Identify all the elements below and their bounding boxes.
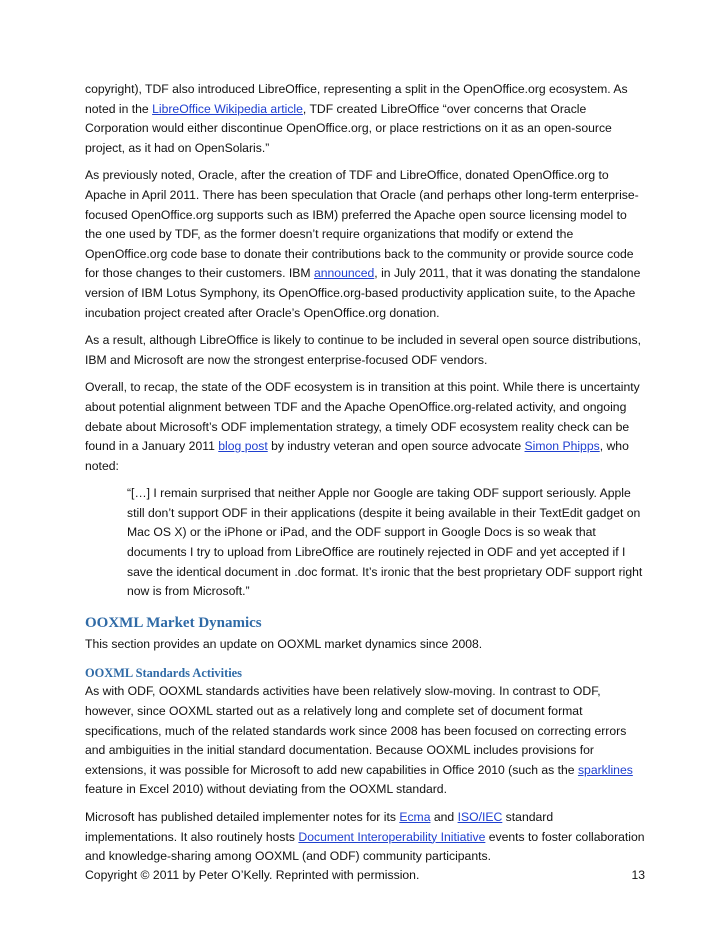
text: Overall, to recap, the state of the ODF ecosystem is in transition at this point. While there is uncertainty about potential alignment between TDF and the Apache OpenOffice.org-related activity, and ongoing debate about Microsoft’s ODF implementation strategy, a timely ODF ecosystem reality check can be found in a January 2011: [85, 380, 640, 454]
text: Microsoft has published detailed implementer notes for its: [85, 810, 400, 824]
document-interoperability-initiative-link[interactable]: Document Interoperability Initiative: [298, 829, 486, 844]
text: standard implementations. It also routinely hosts: [85, 810, 554, 844]
text: , in July 2011, that it was donating the standalone version of IBM Lotus Symphony, its OpenOffice.org-based productivity application suite, to the Apache incubation project created after Oracle’s OpenOffice.org donation.: [85, 266, 641, 320]
paragraph-standards: [85, 682, 645, 800]
paragraph-oracle-apache: [85, 166, 645, 323]
simon-phipps-link[interactable]: Simon Phipps: [524, 439, 600, 454]
footer-copyright: Copyright © 2011 by Peter O’Kelly. Reprinted with permission.: [85, 868, 420, 882]
text: feature in Excel 2010) without deviating from the OOXML standard.: [85, 782, 447, 797]
sparklines-link[interactable]: sparklines: [577, 762, 633, 777]
text: , who noted:: [85, 439, 629, 473]
paragraph-libreoffice-intro: [85, 80, 645, 158]
announced-link[interactable]: announced: [313, 266, 375, 281]
paragraph-recap: [85, 378, 645, 476]
text: As with ODF, OOXML standards activities have been relatively slow-moving. In contrast to ODF, however, since OOXML started out as a relatively long and complete set of document format specifications, much of the related standards work since 2008 has been focused on correcting errors and ambiguities in the initial standard documentation. Because OOXML includes provisions for extensions, it was possible for Microsoft to add new capabilities in Office 2010 (such as the: [85, 684, 627, 777]
text: by industry veteran and open source advocate: [267, 439, 525, 454]
text: events to foster collaboration and knowledge-sharing among OOXML (and ODF) community participants.: [85, 829, 645, 864]
text: As previously noted, Oracle, after the creation of TDF and LibreOffice, donated OpenOffice.org to Apache in April 2011. There has been speculation that Oracle (and perhaps other long-term enterprise-focused OpenOffice.org supports such as IBM) preferred the Apache open source licensing model to the one used by TDF, as the former doesn’t require organizations that modify or extend the OpenOffice.org code base to donate their contributions back to the community or provide source code for those changes to their customers. IBM: [85, 168, 639, 281]
paragraph-section-intro: This section provides an update on OOXML market dynamics since 2008.: [85, 636, 483, 651]
block-quote: “[…] I remain surprised that neither Apple nor Google are taking ODF support seriously. Apple still don’t support ODF in their applications (despite it being available in their TextEdit gadget on Mac OS X) or the iPhone or iPad, and the ODF support in Google Docs is so weak that documents I try to upload from LibreOffice are routinely rejected in ODF and yet accepted if I save the identical document in .doc format. It’s ironic that the best proprietary ODF support right now is from Microsoft.”: [127, 486, 643, 599]
paragraph-result: As a result, although LibreOffice is likely to continue to be included in several open source distributions, IBM and Microsoft are now the strongest enterprise-focused ODF vendors.: [85, 333, 641, 367]
text: and: [430, 810, 458, 824]
libreoffice-wikipedia-link[interactable]: LibreOffice Wikipedia article: [152, 101, 303, 116]
text: , TDF created LibreOffice “over concerns that Oracle Corporation would either discontinue OpenOffice.org, or place restrictions on it as an open-source project, as it had on OpenSolaris.”: [85, 101, 612, 155]
page-number: 13: [631, 868, 645, 882]
subsection-heading-ooxml-standards: OOXML Standards Activities: [85, 666, 242, 681]
document-page: [85, 80, 645, 875]
blog-post-link[interactable]: blog post: [218, 439, 268, 454]
page-footer: [85, 866, 645, 884]
iso-iec-link[interactable]: ISO/IEC: [457, 810, 503, 824]
ecma-link[interactable]: Ecma: [399, 810, 431, 824]
section-heading-ooxml-market: OOXML Market Dynamics: [85, 614, 262, 631]
paragraph-implementer-notes: [85, 808, 645, 867]
text: copyright), TDF also introduced LibreOffice, representing a split in the OpenOffice.org ecosystem. As noted in the: [85, 82, 628, 116]
